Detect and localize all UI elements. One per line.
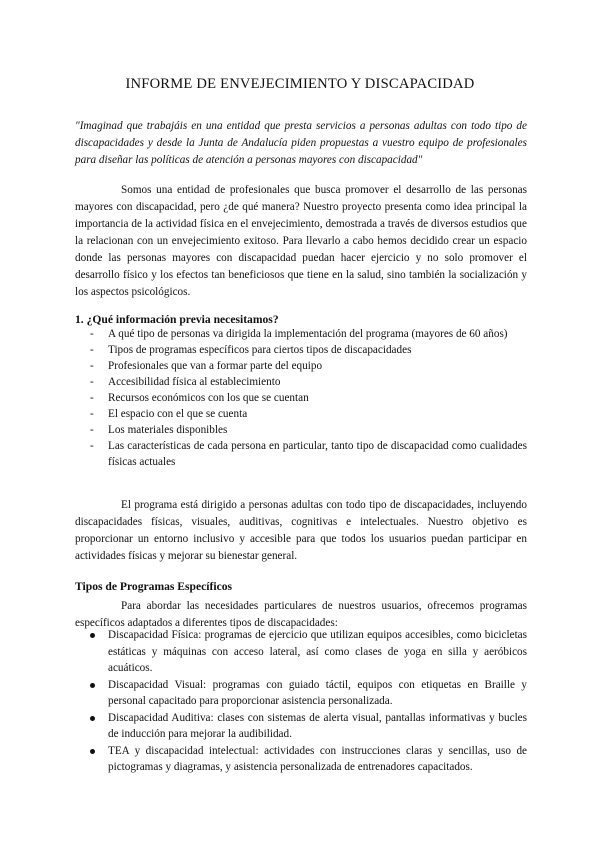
list-item: Discapacidad Visual: programas con guiado táctil, equipos con etiquetas en Braille y personal capacitado para proporcionar asistencia personalizada. <box>75 677 527 710</box>
list-item: - Los materiales disponibles <box>75 422 527 438</box>
required-info-list <box>75 326 527 470</box>
section-2-heading: Tipos de Programas Específicos <box>75 580 233 593</box>
list-item: Discapacidad Física: programas de ejercicio que utilizan equipos accesibles, como bicicletas estáticas y máquinas con acceso lateral, así como clases de yoga en silla y aeróbicos acuáticos. <box>75 627 527 677</box>
prompt-quote: "Imaginad que trabajáis en una entidad que presta servicios a personas adultas con todo tipo de discapacidades y desde la Junta de Andalucía piden propuestas a vuestro equipo de profesionales para diseñar las políticas de atención a personas mayores con discapacidad" <box>75 120 527 166</box>
program-types-list <box>75 627 527 776</box>
list-item: - Las características de cada persona en particular, tanto tipo de discapacidad como cualidades físicas actuales <box>75 438 527 470</box>
list-item: - Recursos económicos con los que se cuentan <box>75 390 527 406</box>
program-target-paragraph: El programa está dirigido a personas adultas con todo tipo de discapacidades, incluyendo discapacidades físicas, visuales, auditivas, cognitivas e intelectuales. Nuestro objetivo es proporcionar un entorno inclusivo y accesible para que todos los usuarios puedan participar en actividades físicas y mejorar su bienestar general. <box>75 499 527 562</box>
list-item: Discapacidad Auditiva: clases con sistemas de alerta visual, pantallas informativas y bucles de inducción para mejorar la audibilidad. <box>75 710 527 743</box>
list-item: - Tipos de programas específicos para ciertos tipos de discapacidades <box>75 342 527 358</box>
section-1-heading: 1. ¿Qué información previa necesitamos? <box>75 313 279 326</box>
programs-intro-paragraph: Para abordar las necesidades particulares de nuestros usuarios, ofrecemos programas específicos adaptados a diferentes tipos de discapacidades: <box>75 600 527 629</box>
document-title: INFORME DE ENVEJECIMIENTO Y DISCAPACIDAD <box>125 76 475 92</box>
intro-paragraph: Somos una entidad de profesionales que busca promover el desarrollo de las personas mayores con discapacidad, pero ¿de qué manera? Nuestro proyecto presenta como idea principal la importancia de la actividad física en el envejecimiento, demostrada a través de diversos estudios que la relacionan con un envejecimiento exitoso. Para llevarlo a cabo hemos decidido crear un espacio donde las personas mayores con discapacidad puedan hacer ejercicio y no solo promover el desarrollo físico y los efectos tan beneficiosos que tiene en la salud, sino también la socialización y los aspectos psicológicos. <box>75 184 527 298</box>
list-item: - Accesibilidad física al establecimiento <box>75 374 527 390</box>
list-item: - El espacio con el que se cuenta <box>75 406 527 422</box>
list-item: - A qué tipo de personas va dirigida la implementación del programa (mayores de 60 años) <box>75 326 527 342</box>
list-item: - Profesionales que van a formar parte del equipo <box>75 358 527 374</box>
list-item: TEA y discapacidad intelectual: actividades con instrucciones claras y sencillas, uso de pictogramas y diagramas, y asistencia personalizada de entrenadores capacitados. <box>75 743 527 776</box>
